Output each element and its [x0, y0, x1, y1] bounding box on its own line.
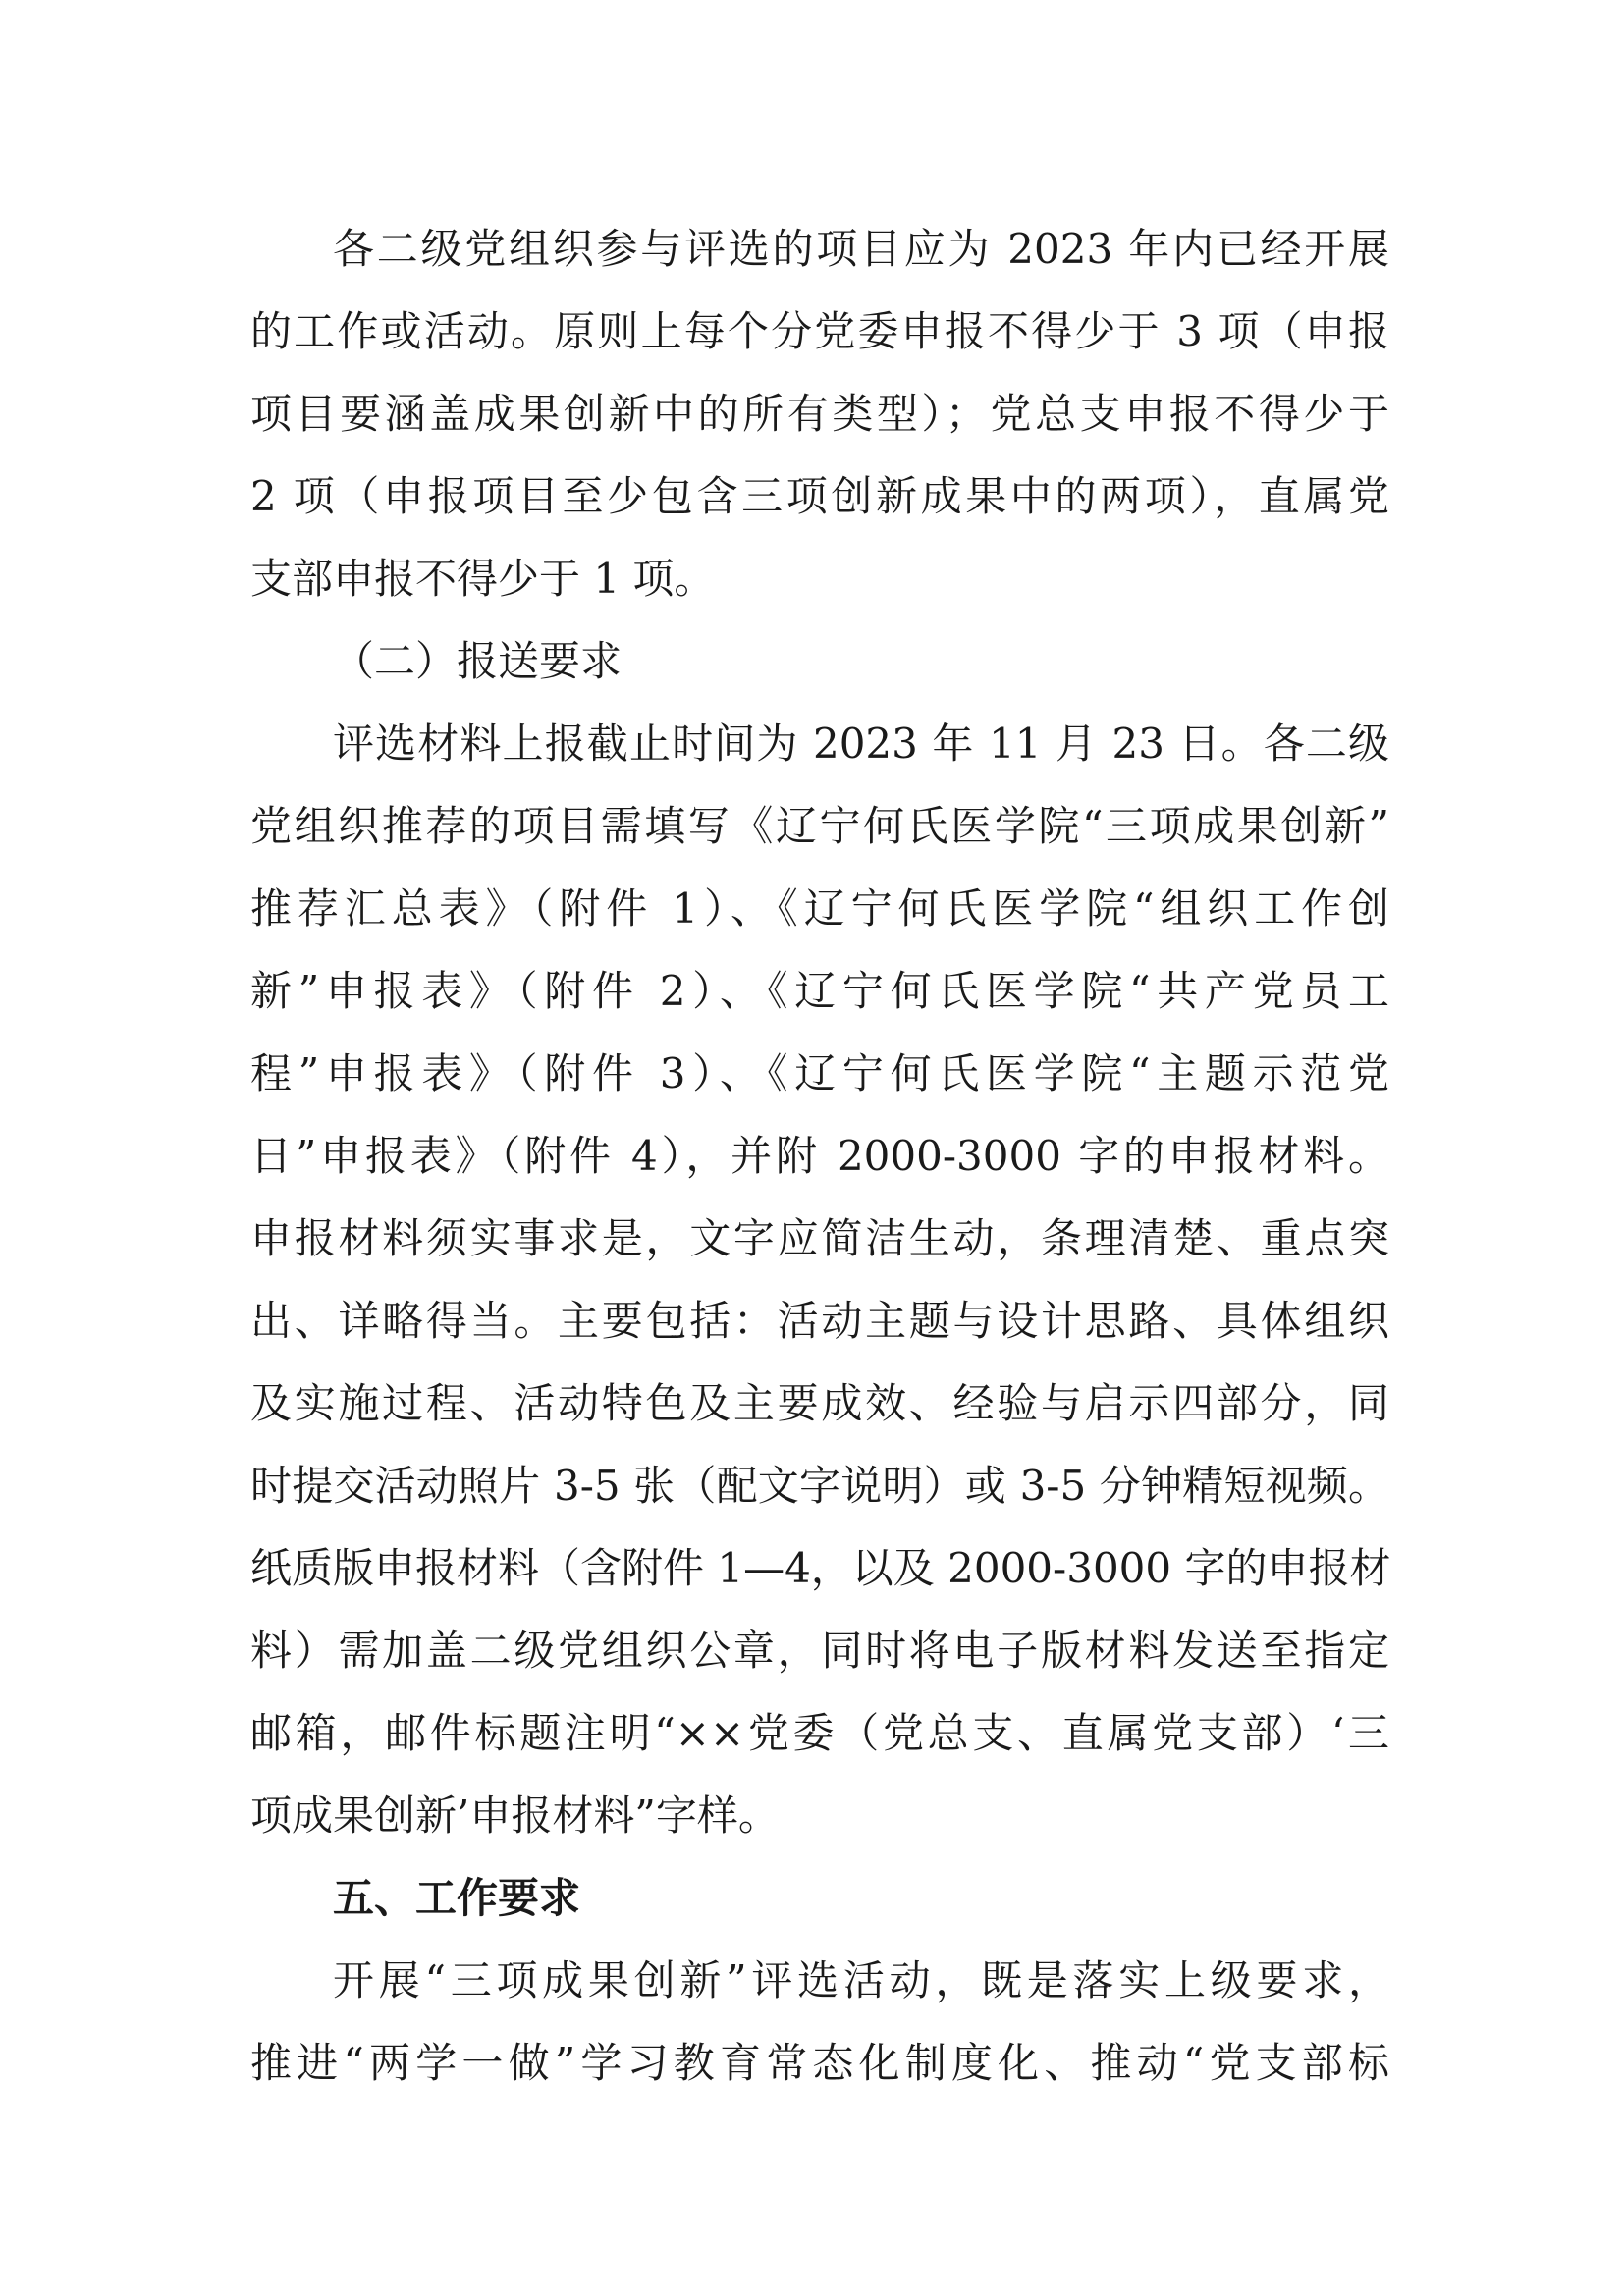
paragraph-2-line-9: 及实施过程、活动特色及主要成效、经验与启示四部分，同	[250, 1379, 1389, 1427]
paragraph-2-line-5: 程”申报表》（附件 3）、《辽宁何氏医学院“主题示范党	[250, 1049, 1389, 1097]
paragraph-2-line-7: 申报材料须实事求是，文字应简洁生动，条理清楚、重点突	[250, 1214, 1389, 1262]
paragraph-2-line-1: 评选材料上报截止时间为 2023 年 11 月 23 日。各二级	[333, 720, 1389, 768]
paragraph-2-line-10: 时提交活动照片 3-5 张（配文字说明）或 3-5 分钟精短视频。	[250, 1462, 1389, 1510]
paragraph-3-line-2: 推进“两学一做”学习教育常态化制度化、推动“党支部标	[250, 2039, 1389, 2087]
paragraph-2-line-4: 新”申报表》（附件 2）、《辽宁何氏医学院“共产党员工	[250, 967, 1389, 1015]
paragraph-2-line-12: 料）需加盖二级党组织公章，同时将电子版材料发送至指定	[250, 1627, 1389, 1675]
paragraph-1-line-1: 各二级党组织参与评选的项目应为 2023 年内已经开展	[333, 225, 1389, 273]
paragraph-1-line-3: 项目要涵盖成果创新中的所有类型）；党总支申报不得少于	[250, 390, 1389, 438]
section-heading: 五、工作要求	[333, 1874, 581, 1922]
paragraph-1-line-4: 2 项（申报项目至少包含三项创新成果中的两项），直属党	[250, 472, 1389, 520]
paragraph-1-line-5: 支部申报不得少于 1 项。	[250, 555, 716, 603]
paragraph-2-line-14: 项成果创新’申报材料”字样。	[250, 1791, 780, 1840]
paragraph-2-line-3: 推荐汇总表》（附件 1）、《辽宁何氏医学院“组织工作创	[250, 884, 1389, 933]
paragraph-2-line-6: 日”申报表》（附件 4），并附 2000-3000 字的申报材料。	[250, 1132, 1389, 1180]
paragraph-2-line-11: 纸质版申报材料（含附件 1—4，以及 2000-3000 字的申报材	[250, 1544, 1391, 1592]
paragraph-2-line-2: 党组织推荐的项目需填写《辽宁何氏医学院“三项成果创新”	[250, 802, 1389, 850]
paragraph-3-line-1: 开展“三项成果创新”评选活动，既是落实上级要求，	[333, 1956, 1389, 2004]
paragraph-2-line-8: 出、详略得当。主要包括：活动主题与设计思路、具体组织	[250, 1297, 1389, 1345]
section-subheading: （二）报送要求	[333, 637, 623, 685]
paragraph-1-line-2: 的工作或活动。原则上每个分党委申报不得少于 3 项（申报	[250, 307, 1389, 355]
paragraph-2-line-13: 邮箱，邮件标题注明“××党委（党总支、直属党支部）‘三	[250, 1709, 1389, 1757]
